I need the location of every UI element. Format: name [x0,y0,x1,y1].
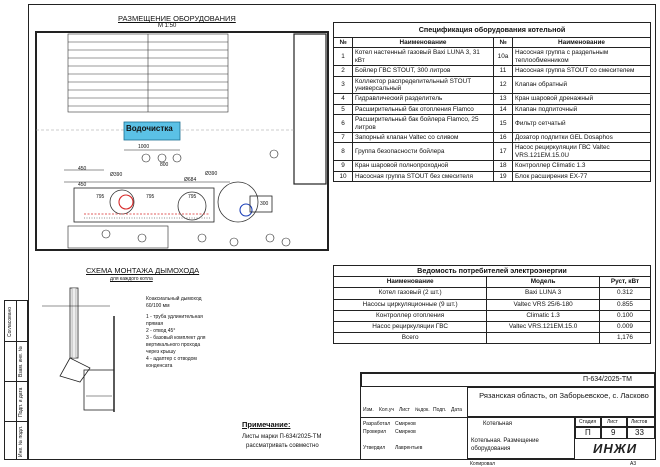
tb-sheet-h: Лист [607,419,618,425]
tb-format: А3 [630,461,637,467]
dim-795-b: 795 [188,194,197,200]
electric-h-model: Модель [487,277,600,288]
tb-sheet: 9 [611,428,616,437]
electric-cell-model: Valtec VRS 25/6-180 [487,299,600,310]
spec-row [334,94,651,104]
dim-800: 800 [160,162,169,168]
spec-cell-n2: 16 [494,133,513,143]
tb-h-izm: Изм. [363,407,374,413]
placement-scale: М 1:50 [158,23,177,29]
chimney-subtitle: для каждого котла [110,276,153,282]
spec-row [334,171,651,181]
spec-cell-b: Блок расширения EX-77 [513,171,651,181]
legend-line-9: конденсата [146,363,173,369]
spec-row [334,161,651,171]
legend-line-4: 2 - отвод 45° [146,328,176,334]
title-block [360,372,656,460]
spec-cell-a: Расширительный бак бойлера Flamco, 25 литров [353,115,494,133]
spec-cell-n2: 11 [494,66,513,76]
stamp-replace: Взам. инв. № [18,346,24,377]
tb-copied: Копировал [470,461,496,467]
tb-h-date: Дата [451,407,463,413]
spec-caption: Спецификация оборудования котельной [334,23,651,38]
spec-h-num-1: № [334,38,353,48]
legend-line-0: Коаксиальный дымоход [146,296,202,302]
spec-cell-b: Дозатор подпитки GEL Dosaphos [513,133,651,143]
spec-cell-b: Фильтр сетчатый [513,115,651,133]
electric-h-name: Наименование [334,277,487,288]
spec-cell-n1: 9 [334,161,353,171]
stamp-agreed: Согласовано [7,306,13,337]
dim-795-a: 795 [146,194,155,200]
tb-role-3: Утвердил [363,445,386,451]
chimney-legend [146,296,205,370]
tb-name-2: Смирнов [395,429,416,435]
spec-cell-a: Группа безопасности бойлера [353,143,494,161]
spec-cell-n1: 6 [334,115,353,133]
tb-h-sign: Подп. [433,407,447,413]
spec-body [334,48,651,182]
dim-1000: 1000 [138,144,150,150]
spec-h-num-2: № [494,38,513,48]
electric-total-value: 1,176 [599,333,650,344]
spec-cell-n2: 14 [494,104,513,114]
spec-cell-n2: 13 [494,94,513,104]
red-marker-circle [119,195,133,209]
spec-cell-a: Насосная группа STOUT без смесителя [353,171,494,181]
spec-cell-b: Насосная группа с раздельным теплообменником [513,48,651,66]
tank-circle-1 [110,190,134,214]
spec-cell-a: Расширительный бак отопления Flamco [353,104,494,114]
dim-450-b: 450 [78,182,87,188]
electric-cell-name: Насосы циркуляционные (9 шт.) [334,299,487,310]
spec-row [334,133,651,143]
spec-cell-n2: 17 [494,143,513,161]
spec-cell-n1: 1 [334,48,353,66]
spec-cell-n1: 4 [334,94,353,104]
tb-h-kol: Кол.уч [379,407,394,413]
side-stamp [4,300,28,460]
spec-cell-n2: 10а [494,48,513,66]
spec-row [334,115,651,133]
tb-role-2: Проверил [363,429,387,435]
electric-cell-model: Baxi LUNA 3 [487,288,600,299]
dim-795-c: 795 [96,194,105,200]
water-treatment-label: Водочистка [126,124,173,133]
tb-h-doc: №док. [415,407,430,413]
legend-line-5: 3 - базовый комплект для [146,335,206,341]
spec-cell-n1: 3 [334,76,353,94]
floor-plan [34,30,330,254]
electric-cell-power: 0.312 [599,288,650,299]
note-line-2: рассматривать совместно [246,443,319,449]
spec-row [334,143,651,161]
spec-cell-n1: 2 [334,66,353,76]
electric-cell-power: 0.009 [599,322,650,333]
tb-code: П-634/2025-ТМ [583,376,632,383]
electric-total-empty [487,333,600,344]
spec-cell-n1: 7 [334,133,353,143]
electric-row [334,299,651,310]
spec-cell-a: Бойлер ГВС STOUT, 300 литров [353,66,494,76]
dim-450-a: 450 [78,166,87,172]
electric-cell-power: 0.855 [599,299,650,310]
spec-cell-a: Запорный клапан Valtec со сливом [353,133,494,143]
legend-line-1: 60/100 мм [146,303,170,309]
dim-300: 300 [260,201,269,207]
plan-wall-outer [36,32,328,250]
legend-line-6: вертикального прохода [146,342,201,348]
spec-row [334,104,651,114]
tb-sheet-title-1: Котельная [483,421,513,427]
stamp-inv: Инв. № подл. [18,425,24,457]
spec-cell-a: Кран шаровой полнопроходной [353,161,494,171]
spec-cell-a: Коллектор распределительный STOUT универсальный [353,76,494,94]
spec-cell-n1: 8 [334,143,353,161]
stamp-sign-date: Подп. и дата [18,387,24,417]
stairs [68,34,228,112]
company-logo: ИНЖИ [593,441,638,456]
tb-h-list: Лист [399,407,410,413]
spec-row [334,76,651,94]
spec-cell-b: Клапан обратный [513,76,651,94]
electric-cell-power: 0.100 [599,310,650,321]
electric-cell-name: Котел газовый (2 шт.) [334,288,487,299]
electric-total-label: Всего [334,333,487,344]
electric-cell-name: Насос рециркуляции ГВС [334,322,487,333]
boiler-circle [218,182,258,222]
spec-cell-b: Кран шаровой дренажный [513,94,651,104]
electric-h-power: Руст, кВт [599,277,650,288]
tb-role-1: Разработал [363,421,391,427]
legend-line-7: через крышу [146,349,176,355]
spec-cell-n2: 18 [494,161,513,171]
legend-line-2: 1 - труба удлинительная [146,314,203,320]
electric-caption: Ведомость потребителей электроэнергии [334,266,651,277]
spec-table [333,22,651,182]
spec-h-name-1: Наименование [353,38,494,48]
spec-cell-n2: 15 [494,115,513,133]
spec-cell-n1: 5 [334,104,353,114]
legend-line-3: прямая [146,321,164,327]
spec-cell-a: Гидравлический разделитель [353,94,494,104]
note-line-1: Листы марки П-634/2025-ТМ [242,434,322,440]
dim-390-b: Ø390 [205,171,218,177]
spec-h-name-2: Наименование [513,38,651,48]
electric-row [334,310,651,321]
tb-address: Рязанская область, оп Заборьевское, с. Ласково [479,391,649,400]
legend-line-8: 4 - адаптер с отводом [146,356,197,362]
electric-row [334,322,651,333]
tb-name-3: Лаврентьев [395,445,423,451]
spec-cell-n2: 19 [494,171,513,181]
electric-body [334,288,651,333]
tb-sheet-title-2: Котельная. Размещение оборудования [471,438,539,452]
chimney-drawing [40,286,130,416]
spec-cell-n2: 12 [494,76,513,94]
spec-row [334,48,651,66]
spec-cell-b: Насос рециркуляции ГВС Valtec VRS.121EM.15.0U [513,143,651,161]
tb-name-1: Смирнов [395,421,416,427]
chimney-title: СХЕМА МОНТАЖА ДЫМОХОДА [86,266,200,275]
spec-cell-a: Котел настенный газовый Baxi LUNA 3, 31 кВт [353,48,494,66]
placement-title: РАЗМЕЩЕНИЕ ОБОРУДОВАНИЯ [118,14,236,23]
electric-cell-name: Контроллер отопления [334,310,487,321]
electric-cell-model: Valtec VRS.121EM.15.0 [487,322,600,333]
dim-684: Ø684 [184,177,197,183]
electric-table [333,265,651,344]
spec-cell-b: Клапан подпиточный [513,104,651,114]
spec-cell-b: Насосная группа STOUT со смесителем [513,66,651,76]
spec-cell-b: Контроллер Climatic 1.3 [513,161,651,171]
electric-row [334,288,651,299]
dim-390-a: Ø390 [110,172,123,178]
spec-row [334,66,651,76]
tb-stage-h: Стадия [579,419,597,425]
note-title: Примечание: [242,420,291,429]
tb-sheets: 33 [635,428,644,437]
spec-cell-n1: 10 [334,171,353,181]
tb-sheets-h: Листов [631,419,648,425]
electric-cell-model: Climatic 1.3 [487,310,600,321]
tb-stage: П [585,428,591,437]
